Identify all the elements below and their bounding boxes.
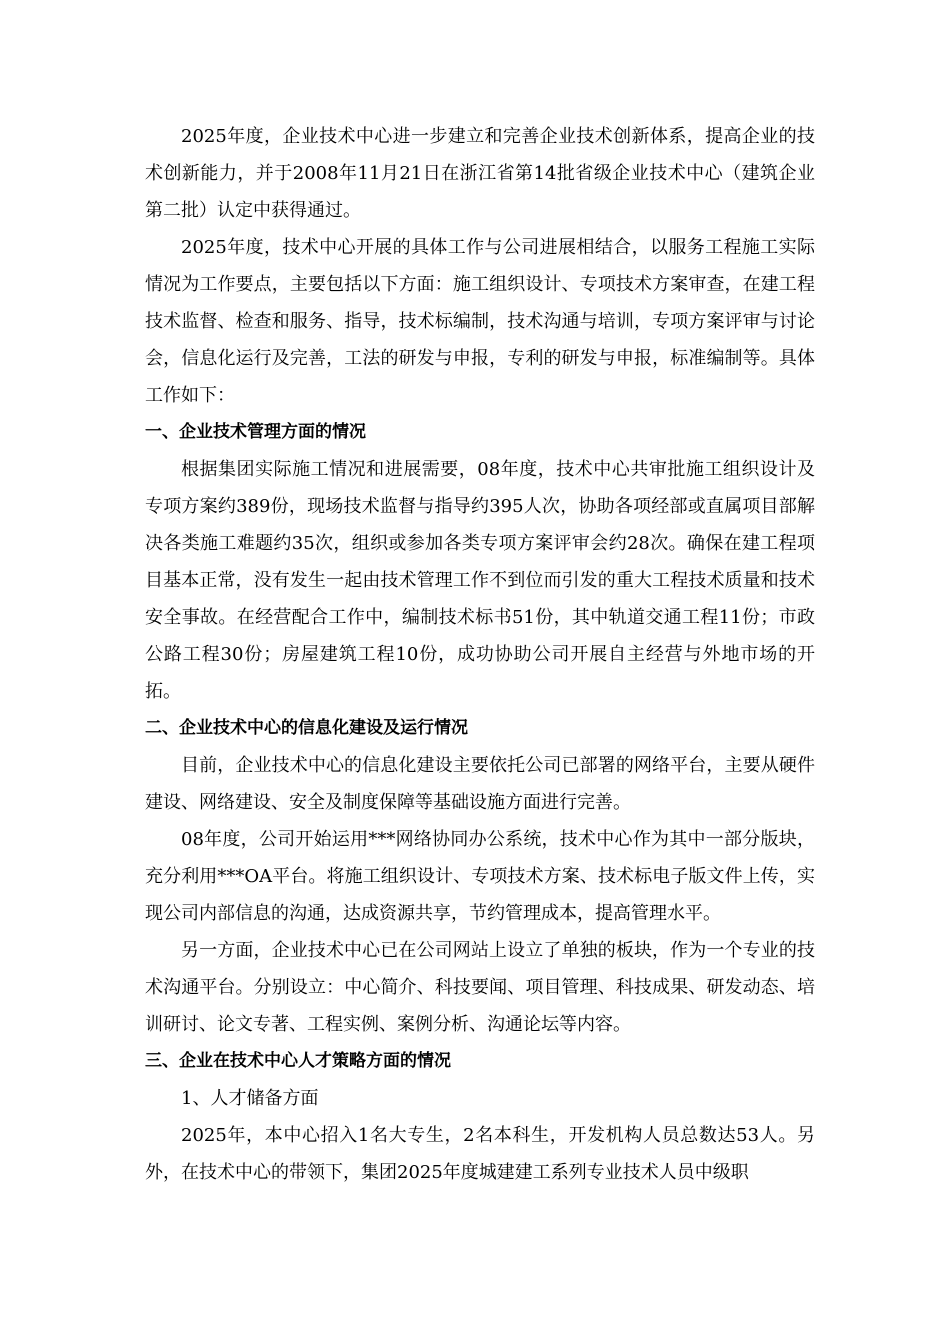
document-body <box>145 118 815 1191</box>
section-heading-technical-management: 一、企业技术管理方面的情况 <box>145 422 366 442</box>
section-heading-talent-strategy: 三、企业在技术中心人才策略方面的情况 <box>145 1051 451 1071</box>
paragraph-technical-management: 根据集团实际施工情况和进展需要，08年度，技术中心共审批施工组织设计及专项方案约389份，现场技术监督与指导约395人次，协助各项经部或直属项目部解决各类施工难题约35次，组织或参加各类专项方案评审会约28次。确保在建工程项目基本正常，没有发生一起由技术管理工作不到位而引发的重大工程技术质量和技术安全事故。在经营配合工作中，编制技术标书51份，其中轨道交通工程11份；市政公路工程30份；房屋建筑工程10份，成功协助公司开展自主经营与外地市场的开拓。 <box>145 459 815 702</box>
paragraph-website-section: 另一方面，企业技术中心已在公司网站上设立了单独的板块，作为一个专业的技术沟通平台。分别设立：中心简介、科技要闻、项目管理、科技成果、研发动态、培训研讨、论文专著、工程实例、案例分析、沟通论坛等内容。 <box>145 940 815 1035</box>
paragraph-informatization-platform: 目前，企业技术中心的信息化建设主要依托公司已部署的网络平台，主要从硬件建设、网络建设、安全及制度保障等基础设施方面进行完善。 <box>145 755 815 813</box>
paragraph-work-scope: 2025年度，技术中心开展的具体工作与公司进展相结合，以服务工程施工实际情况为工作要点，主要包括以下方面：施工组织设计、专项技术方案审查，在建工程技术监督、检查和服务、指导，技术标编制，技术沟通与培训，专项方案评审与讨论会，信息化运行及完善，工法的研发与申报，专利的研发与申报，标准编制等。具体工作如下： <box>145 237 815 406</box>
subheading-talent-reserve: 1、人才储备方面 <box>181 1088 319 1109</box>
section-heading-informatization: 二、企业技术中心的信息化建设及运行情况 <box>145 718 468 738</box>
paragraph-intro: 2025年度，企业技术中心进一步建立和完善企业技术创新体系，提高企业的技术创新能力，并于2008年11月21日在浙江省第14批省级企业技术中心（建筑企业第二批）认定中获得通过。 <box>145 126 815 221</box>
paragraph-oa-system: 08年度，公司开始运用***网络协同办公系统，技术中心作为其中一部分版块，充分利用***OA平台。将施工组织设计、专项技术方案、技术标电子版文件上传，实现公司内部信息的沟通，达成资源共享，节约管理成本，提高管理水平。 <box>145 829 815 924</box>
paragraph-talent-reserve: 2025年，本中心招入1名大专生，2名本科生，开发机构人员总数达53人。另外，在技术中心的带领下，集团2025年度城建建工系列专业技术人员中级职 <box>145 1125 815 1183</box>
